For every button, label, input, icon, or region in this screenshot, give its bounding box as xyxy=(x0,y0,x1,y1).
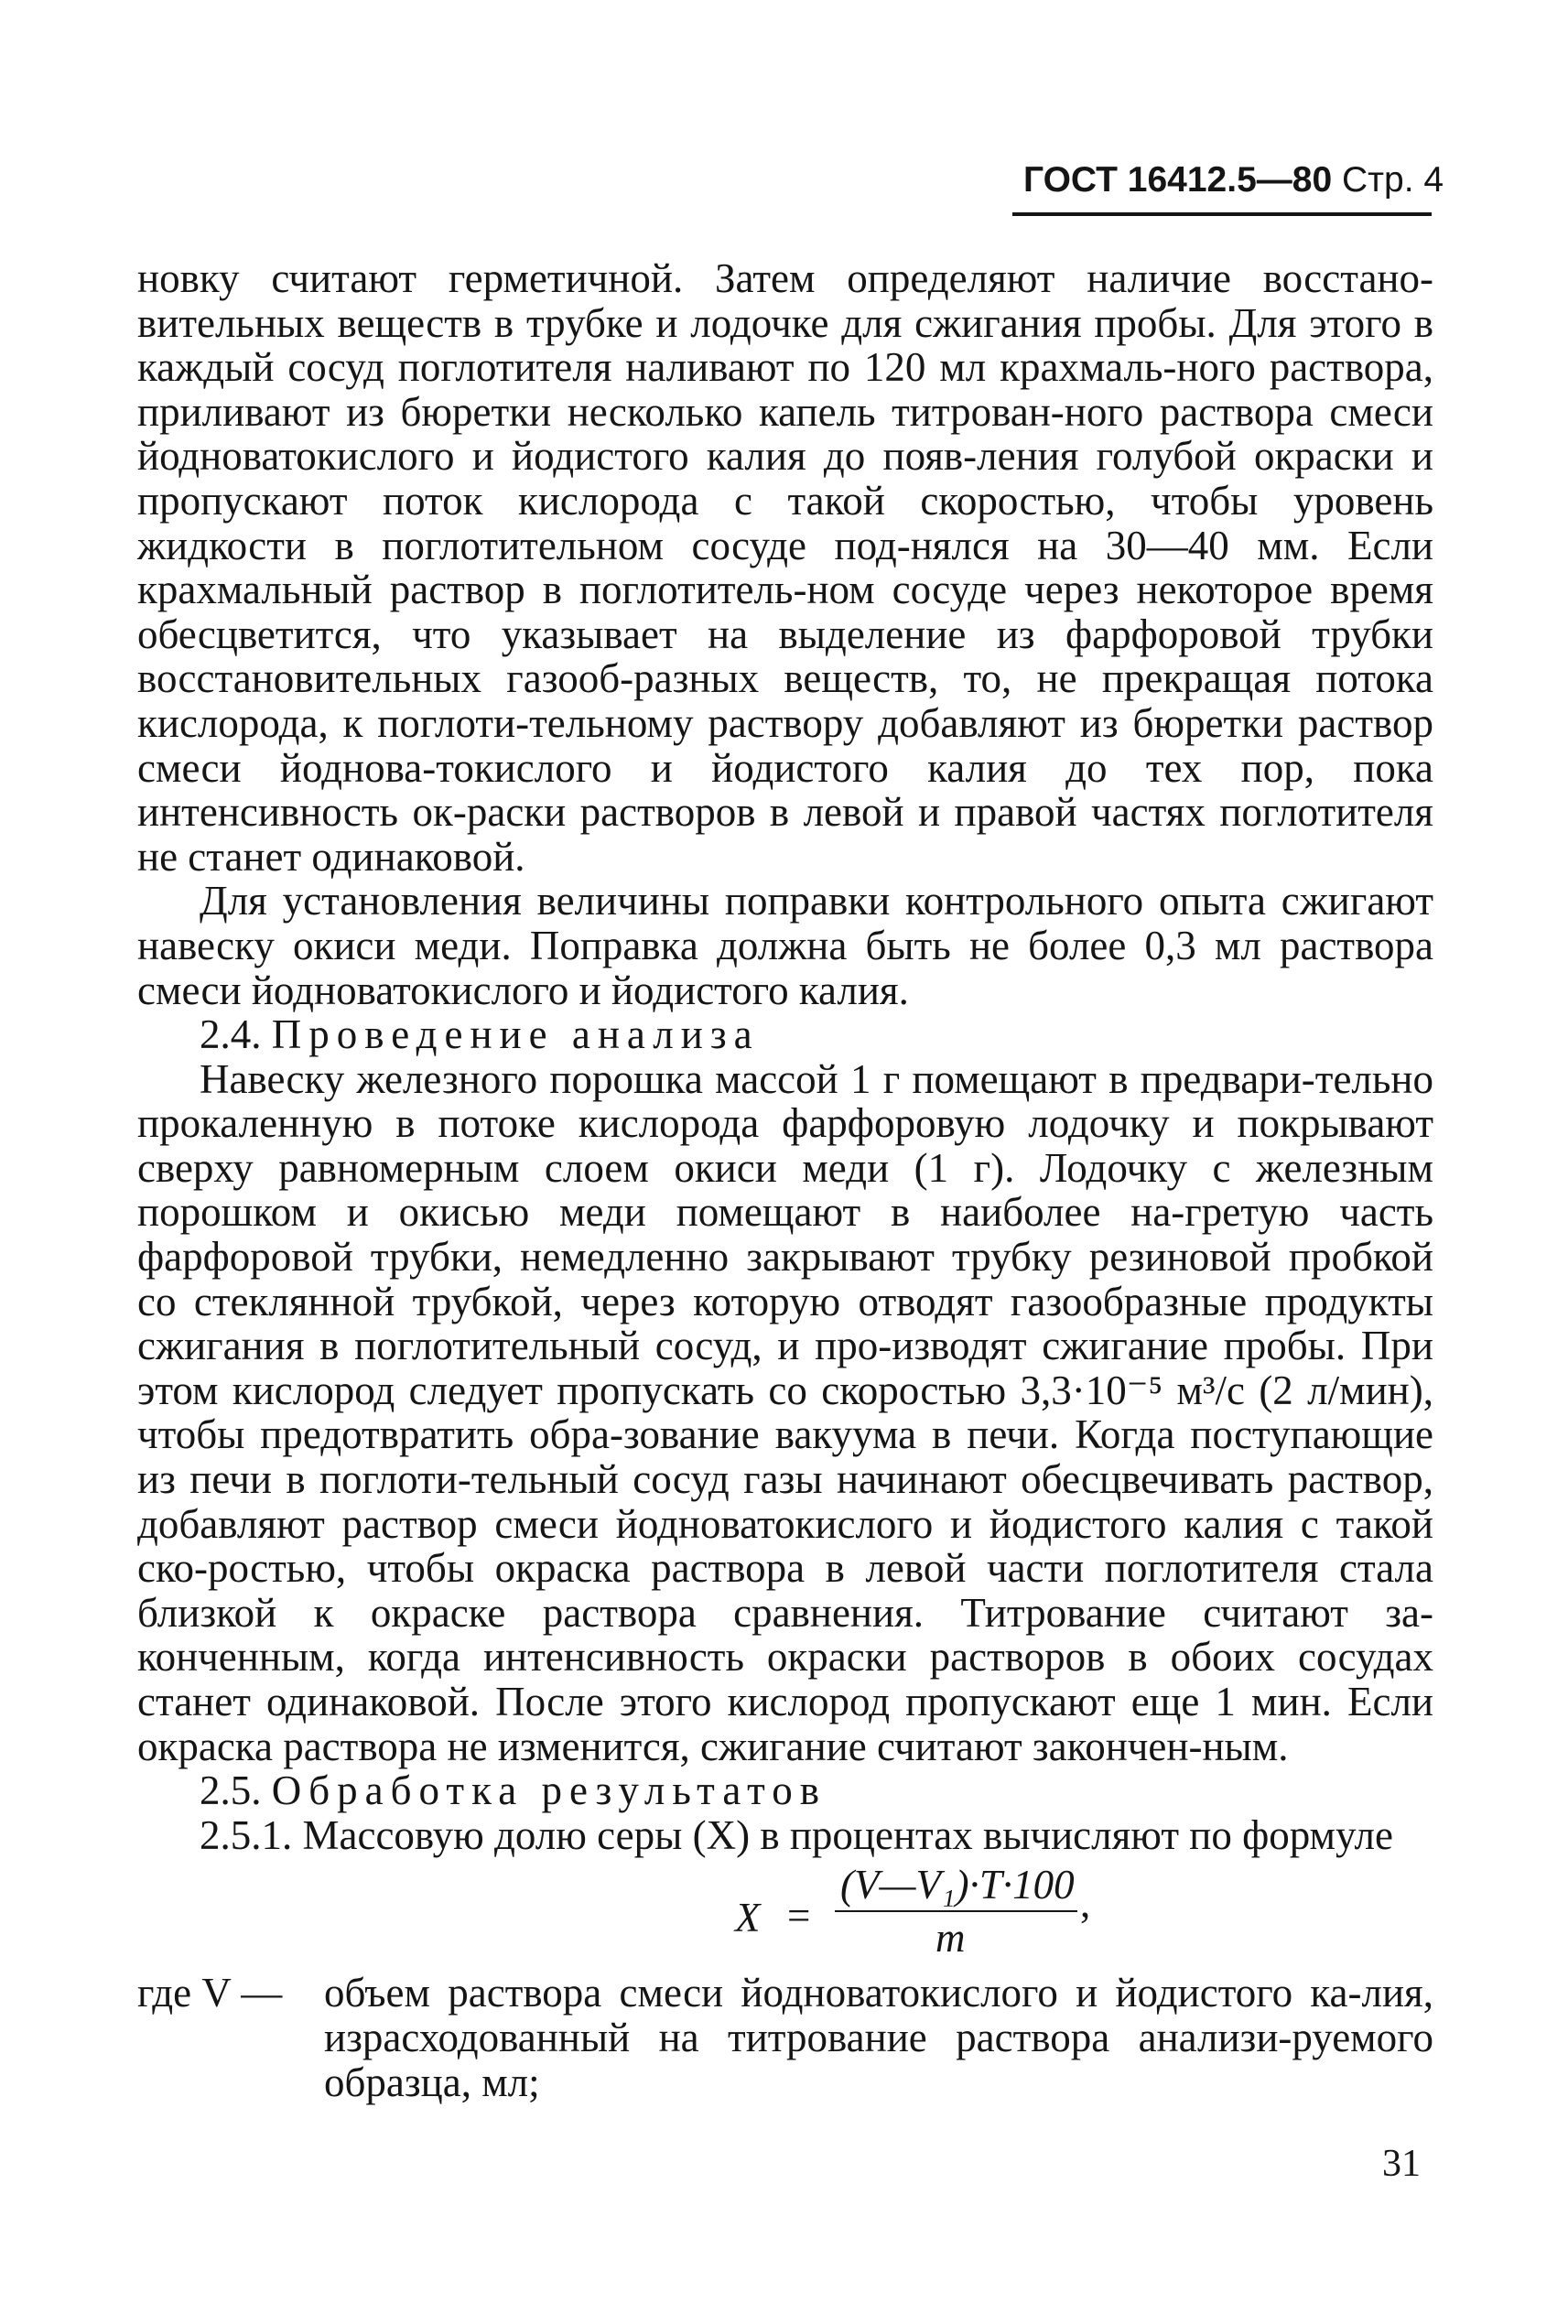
fraction-bar xyxy=(835,1910,1077,1912)
formula-comma: , xyxy=(1080,1880,1091,1927)
formula-numerator: (V—V₁)·T·100 xyxy=(840,1862,1075,1908)
page-header xyxy=(1023,160,1444,200)
section-title: Обработка результатов xyxy=(271,1767,827,1814)
formula-legend xyxy=(137,1971,1433,2104)
section-number: 2.5. xyxy=(200,1767,262,1814)
header-rule xyxy=(1012,212,1432,216)
paragraph-control-correction: Для установления величины поправки контрольного опыта сжигают навеску окиси меди. Поправка должна быть не более 0,3 мл раствора смеси йодноватокислого и йодистого калия. xyxy=(137,878,1433,1013)
paragraph-analysis-procedure: Навеску железного порошка массой 1 г помещают в предвари-тельно прокаленную в потоке кислорода фарфоровую лодочку и покрывают сверху равномерным слоем окиси меди (1 г). Лодочку с железным порошком и окисью меди помещают в наиболее на-гретую часть фарфоровой трубки, немедленно закрывают трубку резиновой пробкой со стеклянной трубкой, через которую отводят газообразные продукты сжигания в поглотительный сосуд, и про-изводят сжигание пробы. При этом кислород следует пропускать со скоростью 3,3·10⁻⁵ м³/с (2 л/мин), чтобы предотвратить обра-зование вакуума в печи. Когда поступающие из печи в поглоти-тельный сосуд газы начинают обесцвечивать раствор, добавляют раствор смеси йодноватокислого и йодистого калия с такой ско-ростью, чтобы окраска раствора в левой части поглотителя стала близкой к окраске раствора сравнения. Титрование считают за-конченным, когда интенсивность окраски растворов в обоих сосудах станет одинаковой. После этого кислород пропускают еще 1 мин. Если окраска раствора не изменится, сжигание считают закончен-ным. xyxy=(137,1055,1433,1769)
formula-equals: = xyxy=(787,1893,811,1940)
standard-number: ГОСТ 16412.5—80 xyxy=(1023,160,1333,200)
sulfur-formula xyxy=(137,1863,1433,1971)
section-heading-2-5 xyxy=(137,1768,1433,1813)
page-content xyxy=(137,256,1433,2104)
section-title: Проведение анализа xyxy=(271,1011,760,1058)
section-heading-2-4 xyxy=(137,1012,1433,1057)
legend-lead: где V — xyxy=(137,1970,283,2016)
page-number: 31 xyxy=(1382,2143,1421,2185)
formula-denominator: m xyxy=(935,1915,966,1962)
paragraph-formula-intro: 2.5.1. Массовую долю серы (X) в процентах вычисляют по формуле xyxy=(200,1811,1393,1858)
formula-lhs: X xyxy=(735,1895,761,1941)
paragraph-hermeticity: новку считают герметичной. Затем определяют наличие восстано-вительных веществ в трубке и лодочке для сжигания пробы. Для этого в каждый сосуд поглотителя наливают по 120 мл крахмаль-ного раствора, приливают из бюретки несколько капель титрован-ного раствора смеси йодноватокислого и йодистого калия до появ-ления голубой окраски и пропускают поток кислорода с такой скоростью, чтобы уровень жидкости в поглотительном сосуде под-нялся на 30—40 мм. Если крахмальный раствор в поглотитель-ном сосуде через некоторое время обесцветится, что указывает на выделение из фарфоровой трубки восстановительных газооб-разных веществ, то, не прекращая потока кислорода, к поглоти-тельному раствору добавляют из бюретки раствор смеси йоднова-токислого и йодистого калия до тех пор, пока интенсивность ок-раски растворов в левой и правой частях поглотителя не станет одинаковой. xyxy=(137,255,1433,880)
legend-text: объем раствора смеси йодноватокислого и йодистого ка-лия, израсходованный на титрование раствора анализи-руемого образца, мл; xyxy=(324,1970,1433,2105)
page-label: Стр. 4 xyxy=(1341,160,1444,200)
section-number: 2.4. xyxy=(200,1011,262,1058)
